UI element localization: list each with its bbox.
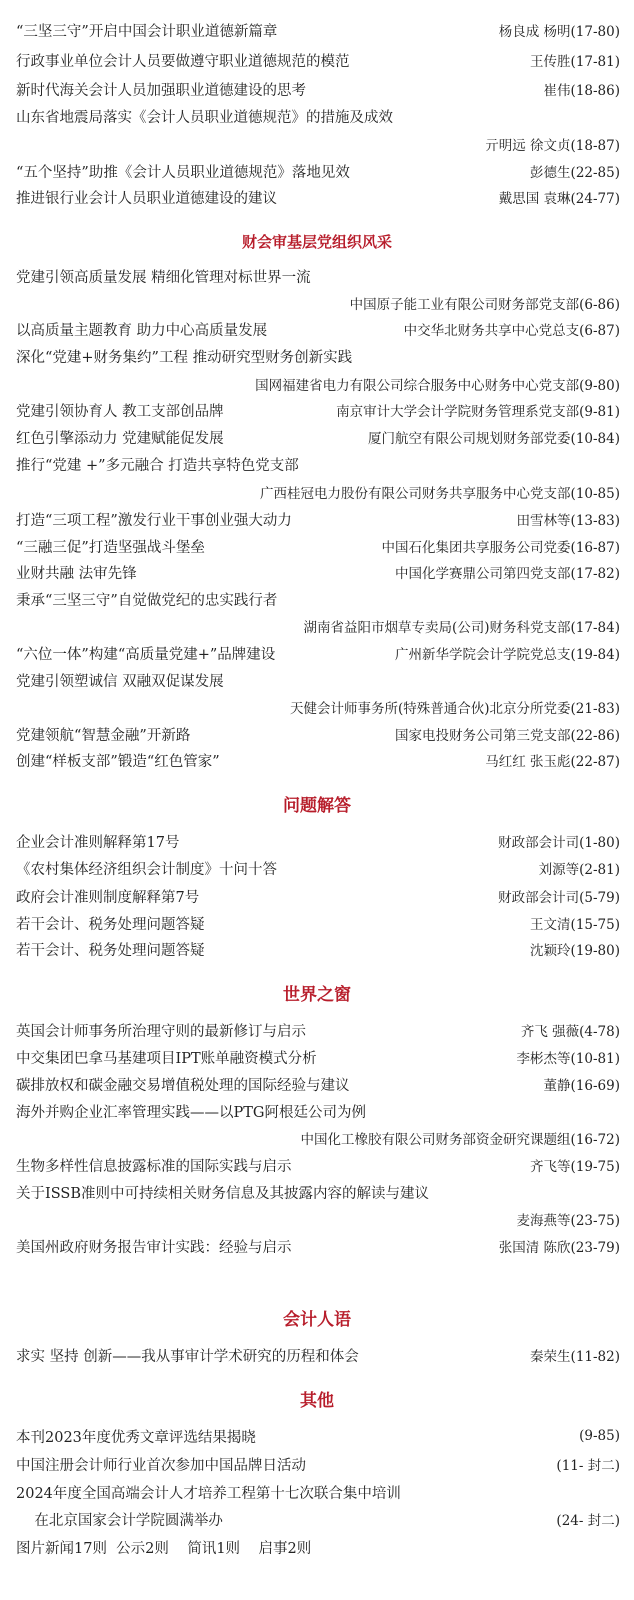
article-byline: 王传胜(17-81) bbox=[530, 54, 620, 70]
toc-entry-continued[interactable] bbox=[16, 291, 620, 315]
toc-entry[interactable] bbox=[16, 344, 620, 368]
article-byline: 中国原子能工业有限公司财务部党支部(6-86) bbox=[349, 297, 620, 313]
article-byline: 财政部会计司(1-80) bbox=[498, 835, 620, 851]
article-title: “五个坚持”助推《会计人员职业道德规范》落地见效 bbox=[16, 164, 350, 181]
toc-entry[interactable] bbox=[16, 1099, 620, 1123]
article-byline: 国网福建省电力有限公司综合服务中心财务中心党支部(9-80) bbox=[255, 378, 620, 394]
article-title: “六位一体”构建“高质量党建+”品牌建设 bbox=[16, 646, 276, 663]
toc-entry[interactable] bbox=[16, 77, 620, 101]
article-byline: 齐飞等(19-75) bbox=[530, 1159, 620, 1175]
article-byline: 中国石化集团共享服务公司党委(16-87) bbox=[381, 540, 620, 556]
article-title: 中国注册会计师行业首次参加中国品牌日活动 bbox=[16, 1457, 306, 1474]
toc-entry[interactable] bbox=[16, 507, 620, 531]
article-byline: 湖南省益阳市烟草专卖局(公司)财务科党支部(17-84) bbox=[303, 620, 620, 636]
article-title: “三融三促”打造坚强战斗堡垒 bbox=[16, 539, 205, 556]
article-title: 在北京国家会计学院圆满举办 bbox=[16, 1512, 223, 1529]
toc-entry[interactable] bbox=[16, 104, 620, 128]
article-byline: 国家电投财务公司第三党支部(22-86) bbox=[395, 728, 620, 744]
toc-entry[interactable] bbox=[16, 641, 620, 665]
section-heading: 其他 bbox=[300, 1391, 334, 1411]
toc-entry[interactable] bbox=[16, 18, 620, 42]
toc-entry-continued[interactable] bbox=[16, 695, 620, 719]
article-title: 若干会计、税务处理问题答疑 bbox=[16, 916, 205, 933]
article-byline: 中国化工橡胶有限公司财务部资金研究课题组(16-72) bbox=[300, 1132, 620, 1148]
section-heading: 会计人语 bbox=[283, 1310, 351, 1330]
article-title: 《农村集体经济组织会计制度》十问十答 bbox=[16, 861, 277, 878]
article-byline: 亓明远 徐文贞(18-87) bbox=[485, 138, 620, 154]
article-title: 本刊2023年度优秀文章评选结果揭晓 bbox=[16, 1429, 256, 1446]
toc-entry[interactable] bbox=[16, 937, 620, 961]
article-title: 关于ISSB准则中可持续相关财务信息及其披露内容的解读与建议 bbox=[16, 1185, 429, 1202]
article-title: 新时代海关会计人员加强职业道德建设的思考 bbox=[16, 82, 306, 99]
toc-entry[interactable] bbox=[16, 1480, 620, 1504]
article-byline: 财政部会计司(5-79) bbox=[498, 890, 620, 906]
article-byline: 王文清(15-75) bbox=[530, 917, 620, 933]
article-byline: 麦海燕等(23-75) bbox=[516, 1213, 620, 1229]
toc-entry[interactable] bbox=[16, 264, 620, 288]
toc-entry-continued[interactable] bbox=[16, 1126, 620, 1150]
toc-entry[interactable] bbox=[16, 1180, 620, 1204]
article-title: 红色引擎添动力 党建赋能促发展 bbox=[16, 430, 224, 447]
toc-entry[interactable] bbox=[16, 1452, 620, 1476]
article-byline: 马红红 张玉彪(22-87) bbox=[485, 754, 620, 770]
toc-entry-continued[interactable] bbox=[16, 132, 620, 156]
article-title: 英国会计师事务所治理守则的最新修订与启示 bbox=[16, 1023, 306, 1040]
article-title: 党建引领高质量发展 精细化管理对标世界一流 bbox=[16, 269, 311, 286]
article-byline: (24- 封二) bbox=[556, 1513, 620, 1529]
toc-entry[interactable] bbox=[16, 425, 620, 449]
article-title: 行政事业单位会计人员要做遵守职业道德规范的模范 bbox=[16, 53, 350, 70]
article-byline: 张国清 陈欣(23-79) bbox=[498, 1240, 620, 1256]
toc-entry[interactable] bbox=[16, 1507, 620, 1531]
section-heading: 财会审基层党组织风采 bbox=[241, 233, 392, 251]
article-title: 深化“党建+财务集约”工程 推动研究型财务创新实践 bbox=[16, 349, 353, 366]
article-title: 创建“样板支部”锻造“红色管家” bbox=[16, 753, 220, 770]
article-byline: 广西桂冠电力股份有限公司财务共享服务中心党支部(10-85) bbox=[260, 486, 620, 502]
article-title: 碳排放权和碳金融交易增值税处理的国际经验与建议 bbox=[16, 1077, 350, 1094]
toc-entry[interactable] bbox=[16, 452, 620, 476]
article-byline: 天健会计师事务所(特殊普通合伙)北京分所党委(21-83) bbox=[290, 701, 620, 717]
toc-entry[interactable] bbox=[16, 856, 620, 880]
article-byline: 中国化学赛鼎公司第四党支部(17-82) bbox=[395, 566, 620, 582]
article-title: 党建领航“智慧金融”开新路 bbox=[16, 727, 191, 744]
toc-entry[interactable] bbox=[16, 185, 620, 209]
article-title: 山东省地震局落实《会计人员职业道德规范》的措施及成效 bbox=[16, 109, 393, 126]
toc-entry[interactable] bbox=[16, 722, 620, 746]
toc-entry[interactable] bbox=[16, 159, 620, 183]
toc-entry[interactable] bbox=[16, 48, 620, 72]
article-title: 政府会计准则制度解释第7号 bbox=[16, 889, 200, 906]
article-byline: 彭德生(22-85) bbox=[530, 165, 620, 181]
article-byline: 沈颖玲(19-80) bbox=[530, 943, 620, 959]
misc-summary: 图片新闻17则 公示2则 简讯1则 启事2则 bbox=[16, 1540, 312, 1557]
article-title: 中交集团巴拿马基建项目IPT账单融资模式分析 bbox=[16, 1050, 317, 1067]
toc-entry[interactable] bbox=[16, 1424, 620, 1448]
toc-entry[interactable] bbox=[16, 748, 620, 772]
article-title: 党建引领塑诚信 双融双促谋发展 bbox=[16, 673, 224, 690]
article-byline: 董静(16-69) bbox=[543, 1078, 620, 1094]
toc-entry[interactable] bbox=[16, 1343, 620, 1367]
article-title: 生物多样性信息披露标准的国际实践与启示 bbox=[16, 1158, 292, 1175]
toc-entry[interactable] bbox=[16, 1072, 620, 1096]
article-title: 党建引领协育人 教工支部创品牌 bbox=[16, 403, 224, 420]
article-title: 海外并购企业汇率管理实践——以PTG阿根廷公司为例 bbox=[16, 1104, 367, 1121]
toc-entry-continued[interactable] bbox=[16, 372, 620, 396]
article-byline: 齐飞 强薇(4-78) bbox=[520, 1024, 620, 1040]
toc-entry[interactable] bbox=[16, 668, 620, 692]
article-byline: 广州新华学院会计学院党总支(19-84) bbox=[395, 647, 620, 663]
article-byline: 南京审计大学会计学院财务管理系党支部(9-81) bbox=[336, 404, 620, 420]
toc-entry bbox=[16, 1535, 620, 1559]
toc-entry[interactable] bbox=[16, 884, 620, 908]
article-title: 求实 坚持 创新——我从事审计学术研究的历程和体会 bbox=[16, 1348, 359, 1365]
section-heading: 世界之窗 bbox=[283, 985, 351, 1005]
article-byline: (9-85) bbox=[579, 1428, 620, 1444]
article-title: 秉承“三坚三守”自觉做党纪的忠实践行者 bbox=[16, 592, 278, 609]
article-title: 美国州政府财务报告审计实践：经验与启示 bbox=[16, 1239, 292, 1256]
toc-entry[interactable] bbox=[16, 1153, 620, 1177]
toc-entry[interactable] bbox=[16, 560, 620, 584]
article-title: 以高质量主题教育 助力中心高质量发展 bbox=[16, 322, 268, 339]
article-byline: 中交华北财务共享中心党总支(6-87) bbox=[403, 323, 620, 339]
toc-entry[interactable] bbox=[16, 398, 620, 422]
article-title: “三坚三守”开启中国会计职业道德新篇章 bbox=[16, 23, 278, 40]
article-title: 企业会计准则解释第17号 bbox=[16, 834, 180, 851]
toc-entry-continued[interactable] bbox=[16, 1207, 620, 1231]
toc-entry-continued[interactable] bbox=[16, 480, 620, 504]
article-title: 推进银行业会计人员职业道德建设的建议 bbox=[16, 190, 277, 207]
article-title: 推行“党建 +”多元融合 打造共享特色党支部 bbox=[16, 457, 299, 474]
article-byline: 刘源等(2-81) bbox=[538, 862, 620, 878]
section-heading: 问题解答 bbox=[283, 796, 351, 816]
toc-entry[interactable] bbox=[16, 317, 620, 341]
article-byline: 田雪林等(13-83) bbox=[516, 513, 620, 529]
toc-entry[interactable] bbox=[16, 911, 620, 935]
toc-entry[interactable] bbox=[16, 1045, 620, 1069]
toc-entry[interactable] bbox=[16, 534, 620, 558]
article-title: 打造“三项工程”激发行业干事创业强大动力 bbox=[16, 512, 292, 529]
article-title: 业财共融 法审先锋 bbox=[16, 565, 137, 582]
toc-entry[interactable] bbox=[16, 1234, 620, 1258]
article-byline: 戴思国 袁琳(24-77) bbox=[498, 191, 620, 207]
article-byline: 秦荣生(11-82) bbox=[530, 1349, 620, 1365]
toc-entry-continued[interactable] bbox=[16, 614, 620, 638]
article-title: 若干会计、税务处理问题答疑 bbox=[16, 942, 205, 959]
toc-entry[interactable] bbox=[16, 587, 620, 611]
toc-entry[interactable] bbox=[16, 829, 620, 853]
article-byline: 李彬杰等(10-81) bbox=[516, 1051, 620, 1067]
toc-entry[interactable] bbox=[16, 1018, 620, 1042]
article-byline: 厦门航空有限公司规划财务部党委(10-84) bbox=[368, 431, 620, 447]
article-byline: (11- 封二) bbox=[556, 1458, 620, 1474]
article-title: 2024年度全国高端会计人才培养工程第十七次联合集中培训 bbox=[16, 1485, 401, 1502]
article-byline: 崔伟(18-86) bbox=[543, 83, 620, 99]
article-byline: 杨良成 杨明(17-80) bbox=[498, 24, 620, 40]
